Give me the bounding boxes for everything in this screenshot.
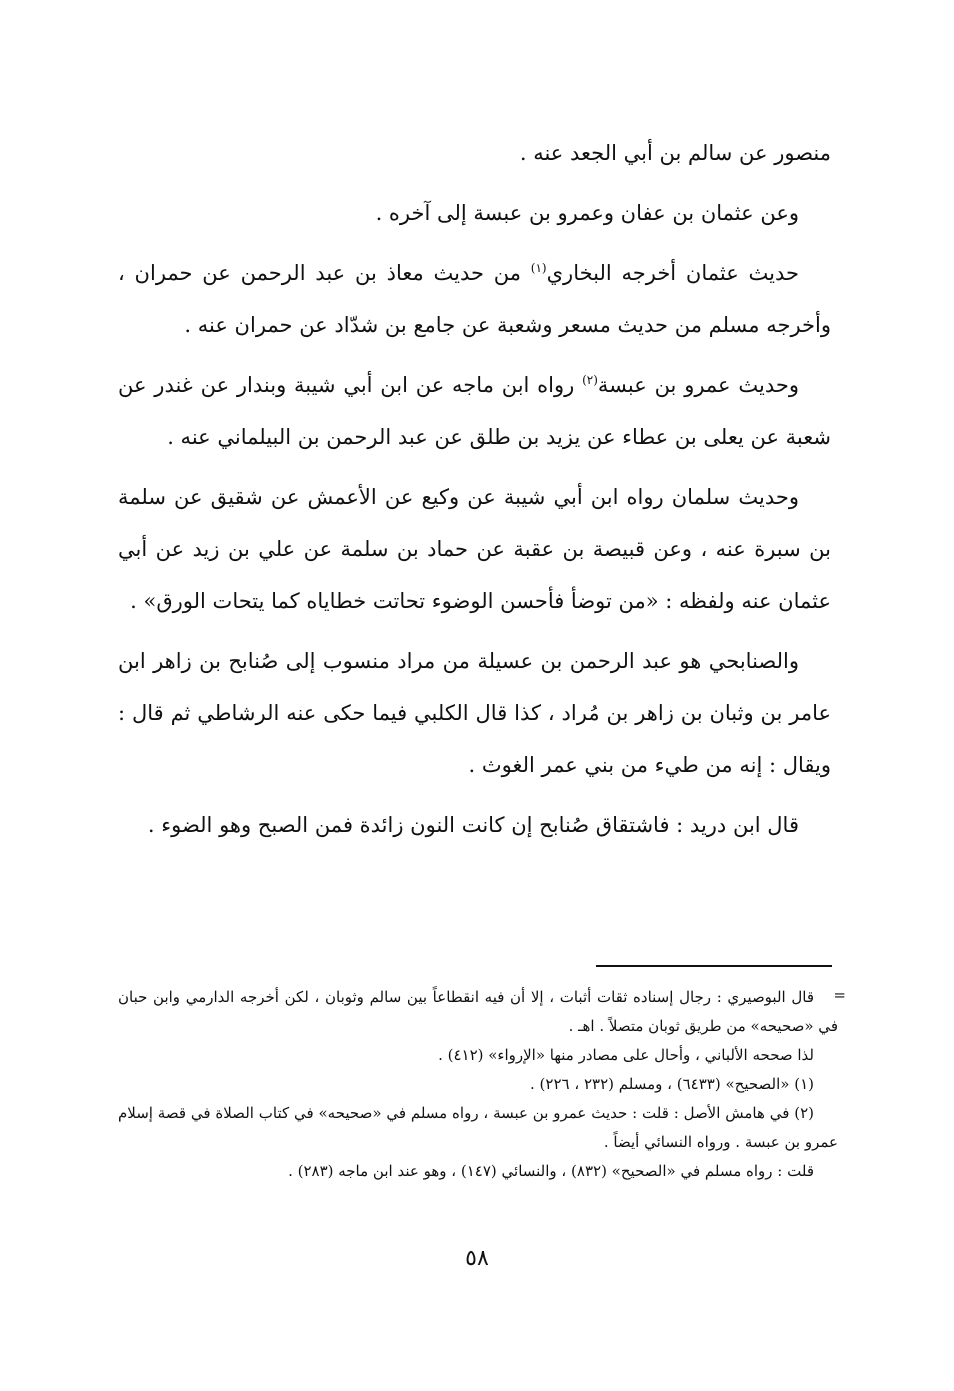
footnotes [118, 983, 838, 1186]
paragraph-4: وحديث عمرو بن عبسة$^{(٢)}$ رواه ابن ماجه عن ابن أبي شيبة وبندار عن غندر عن شعبة عن يعلى بن عطاء عن يزيد بن طلق عن عبد الرحمن بن البيلماني عنه . [118, 373, 831, 449]
footnote-2-note: قلت : رواه مسلم في «الصحيح» (٨٣٢) ، والنسائي (١٤٧) ، وهو عند ابن ماجه (٢٨٣) . [288, 1162, 814, 1180]
paragraph-7: قال ابن دريد : فاشتقاق صُنابح إن كانت النون زائدة فمن الصبح وهو الضوء . [147, 813, 799, 837]
paragraph-1: منصور عن سالم بن أبي الجعد عنه . [519, 141, 831, 165]
footnote-continued: قال البوصيري : رجال إسناده ثقات أثبات ، إلا أن فيه انقطاعاً بين سالم وثوبان ، لكن أخرجه الدارمي وابن حبان في «صحيحه» من طريق ثوبان متصلاً . اهـ . [118, 988, 838, 1035]
footnote-ref-1: (١) [530, 261, 547, 275]
footnote-1: (١) «الصحيح» (٦٤٣٣) ، ومسلم (٢٣٢ ، ٢٢٦) . [530, 1075, 814, 1093]
footnote-2: (٢) في هامش الأصل : قلت : حديث عمرو بن عبسة ، رواه مسلم في «صحيحه» في كتاب الصلاة في قصة إسلام عمرو بن عبسة . ورواه النسائي أيضاً . [118, 1104, 838, 1151]
footnote-ref-2: (٢) [582, 373, 598, 387]
footnote-separator [596, 965, 832, 967]
paragraph-3: حديث عثمان أخرجه البخاري$^{(١)}$ من حديث معاذ بن عبد الرحمن عن حمران ، وأخرجه مسلم من حديث مسعر وشعبة عن جامع بن شدّاد عن حمران عنه . [118, 261, 831, 337]
footnote-albani: لذا صححه الألباني ، وأحال على مصادر منها «الإرواء» (٤١٢) . [438, 1046, 814, 1064]
footnote-continuation-mark: = [833, 986, 846, 1004]
page-number: ٥٨ [465, 1246, 489, 1271]
main-text [118, 127, 831, 859]
paragraph-2: وعن عثمان بن عفان وعمرو بن عبسة إلى آخره . [375, 201, 799, 225]
paragraph-5: وحديث سلمان رواه ابن أبي شيبة عن وكيع عن الأعمش عن شقيق عن سلمة بن سبرة عنه ، وعن قبيصة بن عقبة عن حماد بن سلمة عن علي بن زيد عن أبي عثمان عنه ولفظه : «من توضأ فأحسن الوضوء تحاتت خطاياه كما يتحات الورق» . [118, 485, 831, 613]
paragraph-6: والصنابحي هو عبد الرحمن بن عسيلة من مراد منسوب إلى صُنابح بن زاهر ابن عامر بن وثبان بن زاهر بن مُراد ، كذا قال الكلبي فيما حكى عنه الرشاطي ثم قال : ويقال : إنه من طيء من بني عمر الغوث . [118, 649, 831, 777]
